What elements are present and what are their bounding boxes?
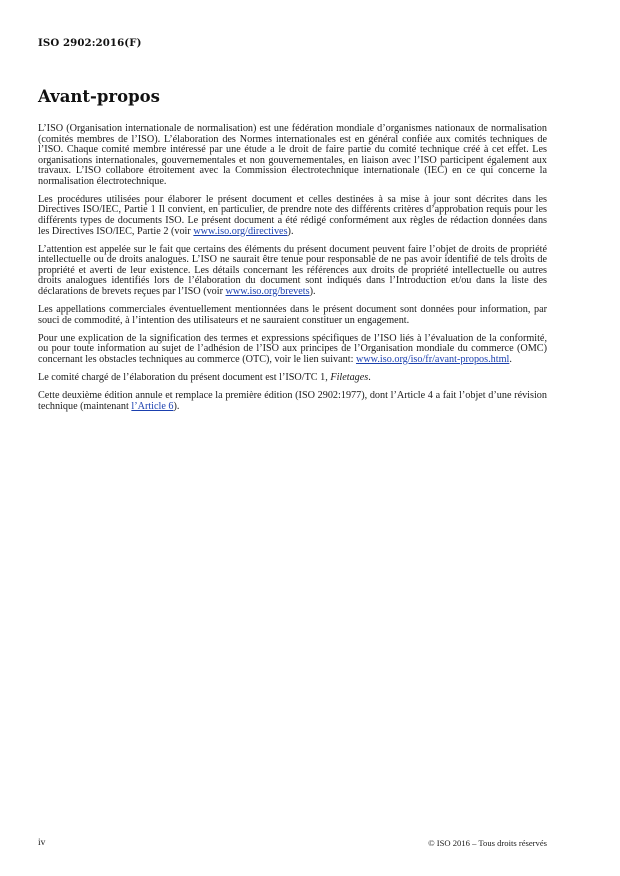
foreword-info-link[interactable]: www.iso.org/iso/fr/avant-propos.html xyxy=(355,353,510,365)
paragraph-edition xyxy=(38,391,547,412)
paragraph-procedures xyxy=(38,195,547,237)
document-id: ISO 2902:2016(F) xyxy=(38,37,142,49)
paragraph-committee xyxy=(38,373,547,384)
paragraph-edition-text: Cette deuxième édition annule et remplace la première édition (ISO 2902:1977), dont l’Article 4 a fait l’objet d’une révision technique (maintenant xyxy=(38,390,547,412)
paragraph-procedures-text: Les procédures utilisées pour élaborer le présent document et celles destinées à sa mise à jour sont décrites dans les Directives ISO/IEC, Partie 1 Il convient, en particulier, de prendre note des différents critères d’approbation requis pour les différents types de documents ISO. Le présent document a été rédigé conformément aux règles de rédaction données dans les Directives ISO/IEC, Partie 2 (voir xyxy=(38,193,547,237)
paragraph-committee-end: . xyxy=(368,371,371,383)
paragraph-patent-rights-text: L’attention est appelée sur le fait que certains des éléments du présent document peuvent faire l’objet de droits de propriété intellectuelle ou de droits analogues. L’ISO ne saurait être tenue pour responsable de ne pas avoir identifié de tels droits de propriété et averti de leur existence. Les détails concernant les références aux droits de propriété intellectuelle ou autres droits analogues identifiés lors de l’élaboration du document sont indiqués dans l’Introduction et/ou dans la liste des déclarations de brevets reçues par l’ISO (voir xyxy=(38,243,547,297)
paragraph-patent-rights xyxy=(38,245,547,298)
paragraph-iso-organization: L’ISO (Organisation internationale de normalisation) est une fédération mondiale d’organismes nationaux de normalisation (comités membres de l’ISO). L’élaboration des Normes internationales est en général confiée aux comités techniques de l’ISO. Chaque comité membre intéressé par une étude a le droit de faire partie du comité technique créé à cet effet. Les organisations internationales, gouvernementales et non gouvernementales, en liaison avec l’ISO participent également aux travaux. L’ISO collabore étroitement avec la Commission électrotechnique internationale (IEC) en ce qui concerne la normalisation électrotechnique. xyxy=(38,123,547,187)
article-6-link[interactable]: l’Article 6 xyxy=(131,400,174,412)
paragraph-conformity xyxy=(38,334,547,366)
page-title: Avant-propos xyxy=(38,87,160,106)
page-number: iv xyxy=(38,838,46,848)
paragraph-conformity-end: . xyxy=(509,353,512,365)
copyright-notice: © ISO 2016 – Tous droits réservés xyxy=(428,838,547,848)
paragraph-procedures-end: ). xyxy=(287,225,294,237)
paragraph-conformity-text: Pour une explication de la signification des termes et expressions spécifiques de l’ISO liés à l’évaluation de la conformité, ou pour toute information au sujet de l’adhésion de l’ISO aux principes de l’Organisation mondiale du commerce (OMC) concernant les obstacles techniques au commerce (OTC), voir le lien suivant: xyxy=(38,332,547,365)
patents-link[interactable]: www.iso.org/brevets xyxy=(225,285,310,297)
foreword-body xyxy=(38,124,547,420)
committee-title: Filetages xyxy=(330,371,369,383)
paragraph-committee-text: Le comité chargé de l’élaboration du présent document est l’ISO/TC 1, xyxy=(38,371,331,383)
paragraph-patent-rights-end: ). xyxy=(309,285,316,297)
paragraph-trade-names: Les appellations commerciales éventuellement mentionnées dans le présent document sont données pour information, par souci de commodité, à l’intention des utilisateurs et ne sauraient constituer un engagement. xyxy=(38,303,547,326)
paragraph-edition-end: ). xyxy=(173,400,180,412)
directives-link[interactable]: www.iso.org/directives xyxy=(193,225,288,237)
